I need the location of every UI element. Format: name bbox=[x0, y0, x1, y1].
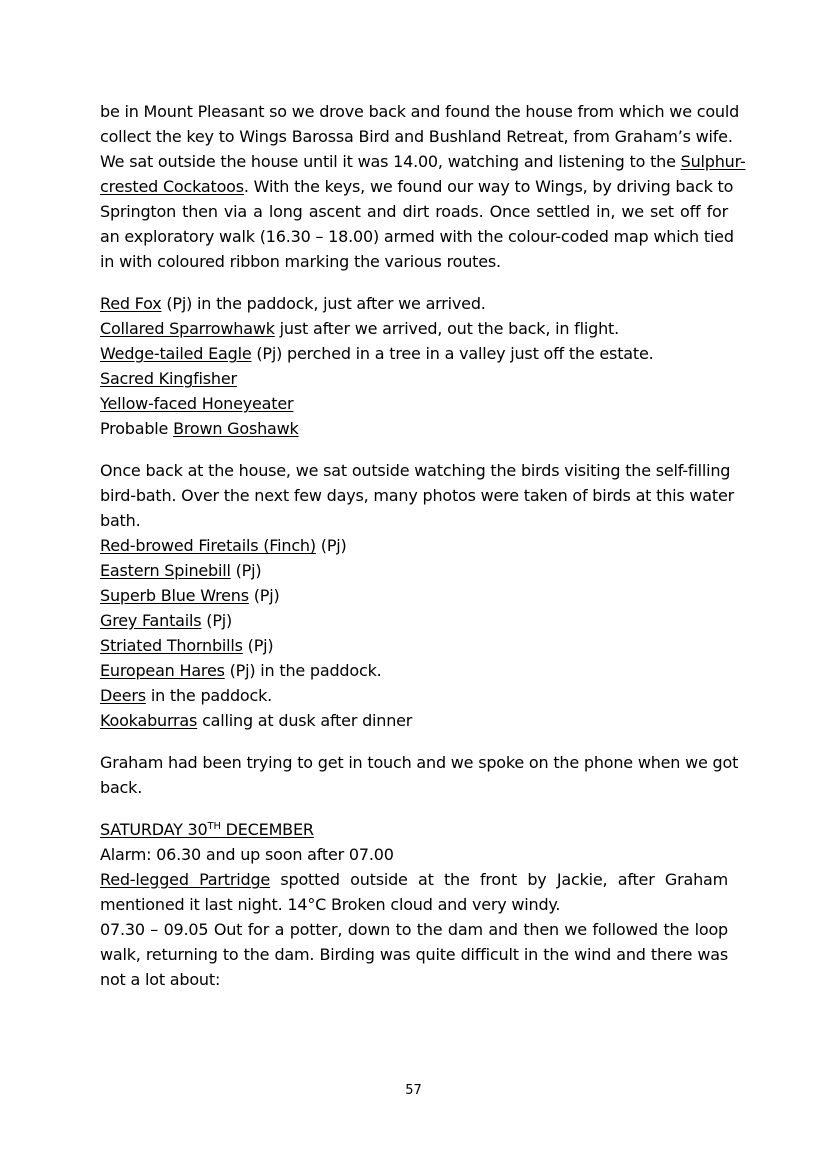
text-line: crested Cockatoos. With the keys, we found our way to Wings, by driving back to bbox=[100, 177, 734, 196]
text-line: Graham had been trying to get in touch and we spoke on the phone when we got bbox=[100, 753, 739, 772]
species-name: Sacred Kingfisher bbox=[100, 369, 237, 388]
text-line: collect the key to Wings Barossa Bird and Bushland Retreat, from Graham’s wife. bbox=[100, 127, 733, 146]
document-page bbox=[100, 99, 746, 992]
phone-paragraph bbox=[100, 750, 739, 800]
list-item: Collared Sparrowhawk just after we arrived, out the back, in flight. bbox=[100, 319, 619, 338]
page-number: 57 bbox=[405, 1083, 422, 1098]
text-line: mentioned it last night. 14°C Broken cloud and very windy. bbox=[100, 895, 561, 914]
species-name: Brown Goshawk bbox=[173, 419, 299, 438]
sightings-list-birdbath bbox=[100, 533, 728, 733]
species-name: Yellow-faced Honeyeater bbox=[100, 394, 294, 413]
day-heading: SATURDAY 30TH DECEMBER bbox=[100, 820, 314, 839]
text-line: Once back at the house, we sat outside watching the birds visiting the self-filling bbox=[100, 461, 731, 480]
species-name: Grey Fantails bbox=[100, 611, 202, 630]
species-name: Kookaburras bbox=[100, 711, 198, 730]
list-item bbox=[100, 391, 728, 416]
species-link: Sulphur- bbox=[680, 152, 746, 171]
species-name: European Hares bbox=[100, 661, 225, 680]
list-item: Wedge-tailed Eagle (Pj) perched in a tree in a valley just off the estate. bbox=[100, 344, 654, 363]
text-line: an exploratory walk (16.30 – 18.00) armed with the colour-coded map which tied bbox=[100, 227, 734, 246]
text-line: We sat outside the house until it was 14.00, watching and listening to the Sulphur- bbox=[100, 152, 746, 171]
list-item: European Hares (Pj) in the paddock. bbox=[100, 661, 382, 680]
list-item: Deers in the paddock. bbox=[100, 686, 273, 705]
text-line: be in Mount Pleasant so we drove back and found the house from which we could bbox=[100, 102, 740, 121]
list-item: Grey Fantails (Pj) bbox=[100, 611, 233, 630]
list-item: Red Fox (Pj) in the paddock, just after we arrived. bbox=[100, 294, 486, 313]
list-item: Superb Blue Wrens (Pj) bbox=[100, 586, 280, 605]
text-line: Alarm: 06.30 and up soon after 07.00 bbox=[100, 845, 394, 864]
species-name: Wedge-tailed Eagle bbox=[100, 344, 252, 363]
species-name: Red Fox bbox=[100, 294, 162, 313]
species-name: Superb Blue Wrens bbox=[100, 586, 249, 605]
species-name: Striated Thornbills bbox=[100, 636, 243, 655]
species-name: Eastern Spinebill bbox=[100, 561, 231, 580]
list-item: Eastern Spinebill (Pj) bbox=[100, 561, 262, 580]
species-name: Collared Sparrowhawk bbox=[100, 319, 275, 338]
list-item: Kookaburras calling at dusk after dinner bbox=[100, 711, 413, 730]
text-line: in with coloured ribbon marking the various routes. bbox=[100, 252, 501, 271]
list-item bbox=[100, 366, 728, 391]
text-line: walk, returning to the dam. Birding was quite difficult in the wind and there was bbox=[100, 945, 728, 964]
species-link: Red-legged Partridge bbox=[100, 870, 271, 889]
text-line: not a lot about: bbox=[100, 970, 221, 989]
day-entry bbox=[100, 842, 728, 992]
text-line: bath. bbox=[100, 511, 141, 530]
species-link: crested Cockatoos bbox=[100, 177, 244, 196]
birdbath-paragraph bbox=[100, 458, 735, 533]
list-item: Red-browed Firetails (Finch) (Pj) bbox=[100, 536, 347, 555]
text-line: back. bbox=[100, 778, 143, 797]
text-line: Red-legged Partridge spotted outside at the front by Jackie, after Graham bbox=[100, 870, 728, 889]
text-line: 07.30 – 09.05 Out for a potter, down to the dam and then we followed the loop bbox=[100, 920, 728, 939]
species-name: Red-browed Firetails (Finch) bbox=[100, 536, 316, 555]
intro-paragraph bbox=[100, 99, 746, 274]
text-line: bird-bath. Over the next few days, many photos were taken of birds at this water bbox=[100, 486, 735, 505]
text-line: Springton then via a long ascent and dirt roads. Once settled in, we set off for bbox=[100, 202, 728, 221]
list-item: Probable Brown Goshawk bbox=[100, 419, 299, 438]
list-item: Striated Thornbills (Pj) bbox=[100, 636, 274, 655]
species-name: Deers bbox=[100, 686, 146, 705]
sightings-list-arrival bbox=[100, 291, 728, 441]
